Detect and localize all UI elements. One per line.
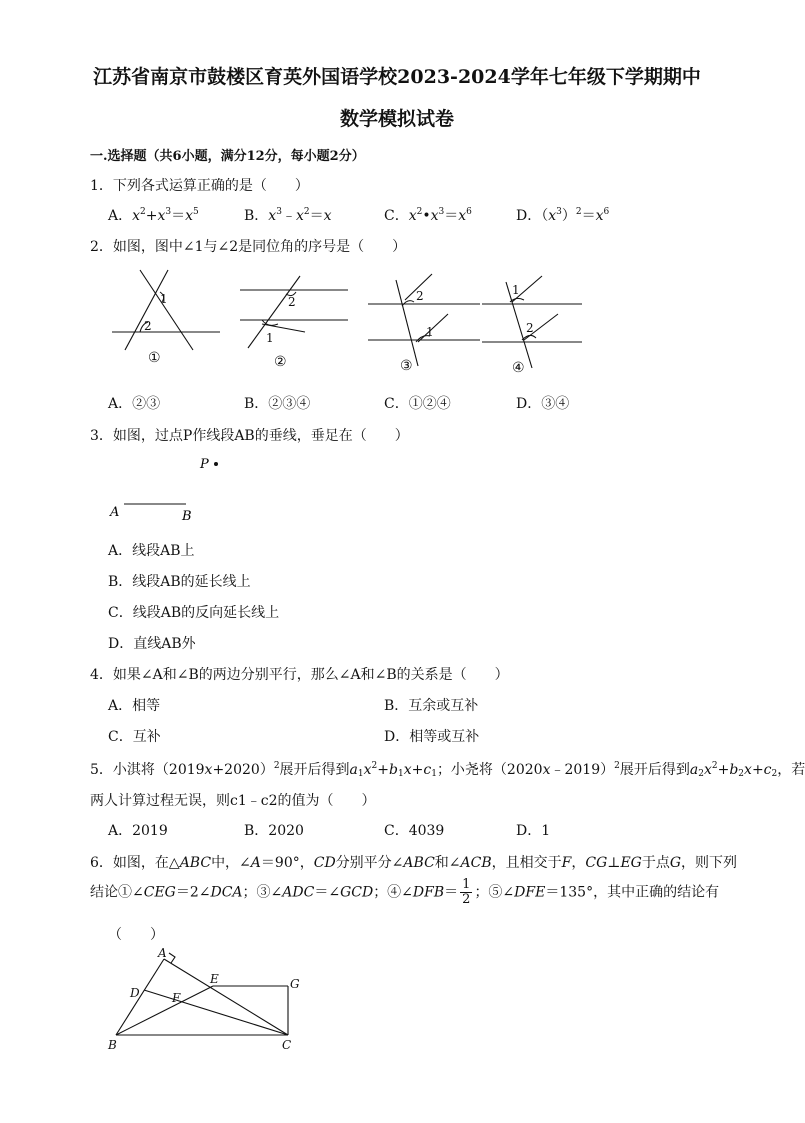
question-2-stem: 2．如图，图中∠1与∠2是同位角的序号是（ ） <box>90 239 407 255</box>
q1-option-b: B．$x^3﹣x^2=x$ <box>244 207 332 224</box>
fig2-angle1: 1 <box>266 331 274 345</box>
q3-figure <box>100 450 220 526</box>
fig-number-1: ① <box>148 350 161 366</box>
q3-option-b: B．线段AB的延长线上 <box>108 574 251 590</box>
q5-option-d: D．1 <box>516 823 551 839</box>
q5-option-b: B．2020 <box>244 823 304 839</box>
fig4-angle1: 1 <box>512 283 520 297</box>
q1-option-a: A．$x^2+x^3=x^5$ <box>108 207 199 224</box>
q6-label-f: F <box>172 991 181 1005</box>
q1-option-d: D．$(x^3)^2=x^6$ <box>516 207 610 224</box>
question-5-stem: 5．小淇将$(2019x+2020)^2$展开后得到$a_1x^2+b_1x+c_1$；小尧将（2020x﹣2019）$^2$展开后得到$a_2x^2+b_2x+c_2$，若 <box>90 761 805 779</box>
fig3-angle2: 2 <box>416 289 424 303</box>
q2-option-b: B．②③④ <box>244 396 311 412</box>
q4-option-a: A．相等 <box>108 698 161 714</box>
q4-option-c: C．互补 <box>108 729 161 745</box>
section-header: 一.选择题（共6小题，满分12分，每小题2分） <box>90 149 365 164</box>
fig2-angle2: 2 <box>288 295 296 309</box>
q4-option-b: B．互余或互补 <box>384 698 479 714</box>
fig3-angle1: 1 <box>426 325 434 339</box>
q6-label-d: D <box>130 986 140 1000</box>
point-a-label: A <box>110 505 120 520</box>
point-b-label: B <box>182 509 192 524</box>
question-6-line3: （ ） <box>108 927 164 943</box>
fig4-angle2: 2 <box>526 321 534 335</box>
q6-label-c: C <box>282 1038 292 1052</box>
question-6-line2: 结论①∠CEG＝2∠DCA；③∠ADC＝∠GCD；④∠DFB＝ $\frac{1}{2}$ ；⑤∠DFE＝135°，其中正确的结论有 <box>90 877 720 907</box>
fig-number-3: ③ <box>400 358 413 374</box>
fig-number-2: ② <box>274 354 287 370</box>
q5-option-c: C．4039 <box>384 823 445 839</box>
q2-option-a: A．②③ <box>108 396 161 412</box>
q2-option-d: D．③④ <box>516 396 570 412</box>
point-p-label: P <box>200 457 209 472</box>
question-5-line2: 两人计算过程无误，则c1﹣c2的值为（ ） <box>90 793 376 809</box>
page-subtitle: 数学模拟试卷 <box>339 108 454 130</box>
page-title: 江苏省南京市鼓楼区育英外国语学校2023-2024学年七年级下学期期中 <box>93 66 701 88</box>
q2-option-c: C．①②④ <box>384 396 451 412</box>
q6-label-a: A <box>158 946 167 960</box>
question-6-stem: 6．如图，在△ABC中，∠A＝90°，CD分别平分∠ABC和∠ACB，且相交于F，CG⊥EG于点G，则下列 <box>90 855 738 871</box>
q1-option-c: C．$x^2•x^3=x^6$ <box>384 207 472 224</box>
q5-option-a: A．2019 <box>108 823 168 839</box>
q6-label-g: G <box>290 977 300 991</box>
question-1-stem: 1．下列各式运算正确的是（ ） <box>90 178 309 194</box>
question-3-stem: 3．如图，过点P作线段AB的垂线，垂足在（ ） <box>90 428 409 444</box>
question-4-stem: 4．如果∠A和∠B的两边分别平行，那么∠A和∠B的关系是（ ） <box>90 667 509 683</box>
fig1-angle1: 1 <box>160 292 168 306</box>
q2-figures <box>100 262 600 380</box>
q6-label-b: B <box>108 1038 117 1052</box>
q4-option-d: D．相等或互补 <box>384 729 480 745</box>
q6-label-e: E <box>210 972 219 986</box>
q6-figure <box>100 945 310 1053</box>
q3-option-a: A．线段AB上 <box>108 543 195 559</box>
fig1-angle2: 2 <box>144 319 152 333</box>
q3-option-c: C．线段AB的反向延长线上 <box>108 605 280 621</box>
q3-option-d: D．直线AB外 <box>108 636 196 652</box>
fig-number-4: ④ <box>512 360 525 376</box>
